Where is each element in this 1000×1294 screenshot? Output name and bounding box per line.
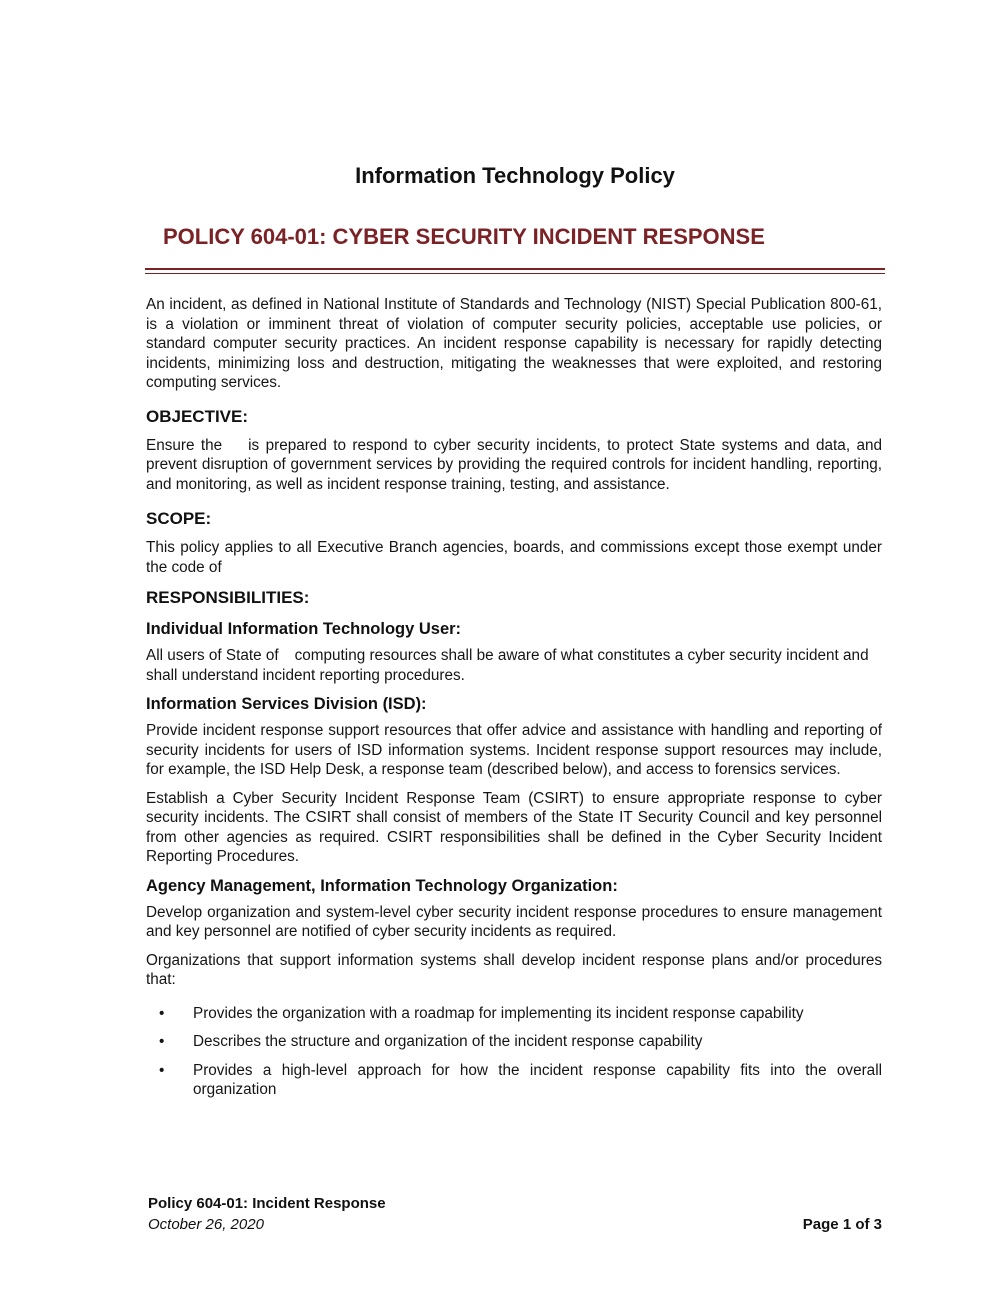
responsibilities-heading: RESPONSIBILITIES: (146, 588, 310, 607)
title-divider-thick (145, 268, 885, 270)
list-item-text: Provides the organization with a roadmap for implementing its incident response capability (193, 1004, 804, 1022)
scope-paragraph: This policy applies to all Executive Branch agencies, boards, and commissions except those exempt under the code of (146, 539, 882, 576)
scope-heading: SCOPE: (146, 509, 212, 528)
agency-heading: Agency Management, Information Technology Organization: (146, 876, 618, 895)
bullet-icon: • (159, 1061, 165, 1079)
user-text-end: computing resources shall be aware of what constitutes a cyber security incident and shall understand incident reporting procedures. (146, 647, 869, 684)
procedure-list (146, 1004, 882, 1100)
user-heading: Individual Information Technology User: (146, 620, 462, 638)
footer-policy-title: Policy 604-01: Incident Response (148, 1195, 386, 1212)
objective-heading: OBJECTIVE: (146, 406, 249, 426)
policy-body (146, 295, 882, 1109)
document-title: Information Technology Policy (355, 163, 675, 188)
isd-heading: Information Services Division (ISD): (146, 695, 427, 713)
list-item-text: Describes the structure and organization of the incident response capability (193, 1033, 703, 1050)
list-item-text: Provides a high-level approach for how the incident response capability fits into the overall organization (193, 1061, 882, 1098)
bullet-icon: • (159, 1004, 165, 1022)
agency-paragraph-2: Organizations that support information systems shall develop incident response plans and/or procedures that: (146, 951, 882, 988)
title-divider-thin (145, 273, 885, 274)
objective-text-end: is prepared to respond to cyber security incidents, to protect State systems and data, and prevent disruption of government services by providing the required controls for incident handling, reporting, and monitoring, as well as incident response training, testing, and assistance. (146, 436, 882, 493)
agency-paragraph-1: Develop organization and system-level cyber security incident response procedures to ensure management and key personnel are notified of cyber security incidents as required. (146, 903, 882, 940)
page-number: Page 1 of 3 (802, 1216, 882, 1233)
user-text-start: All users of State of (146, 647, 279, 664)
user-paragraph (146, 646, 882, 685)
objective-paragraph (146, 436, 882, 495)
objective-text-start: Ensure the (146, 436, 223, 454)
isd-paragraph-1: Provide incident response support resources that offer advice and assistance with handling and reporting of security incidents for users of ISD information systems. Incident response support resources may include, for example, the ISD Help Desk, a response team (described below), and access to forensics services. (146, 722, 882, 778)
bullet-icon: • (159, 1033, 165, 1050)
policy-title: POLICY 604-01: CYBER SECURITY INCIDENT RESPONSE (163, 224, 765, 249)
intro-paragraph: An incident, as defined in National Institute of Standards and Technology (NIST) Special Publication 800-61, is a violation or imminent threat of violation of computer security policies, acceptable use policies, or standard computer security practices. An incident response capability is necessary for rapidly detecting incidents, minimizing loss and destruction, mitigating the weaknesses that were exploited, and restoring computing services. (146, 296, 882, 391)
list-item (146, 1032, 882, 1052)
list-item (146, 1061, 882, 1100)
list-item (146, 1004, 882, 1024)
footer-date: October 26, 2020 (148, 1216, 264, 1233)
isd-paragraph-2: Establish a Cyber Security Incident Response Team (CSIRT) to ensure appropriate response to cyber security incidents. The CSIRT shall consist of members of the State IT Security Council and key personnel from other agencies as required. CSIRT responsibilities shall be defined in the Cyber Security Incident Reporting Procedures. (146, 789, 882, 865)
